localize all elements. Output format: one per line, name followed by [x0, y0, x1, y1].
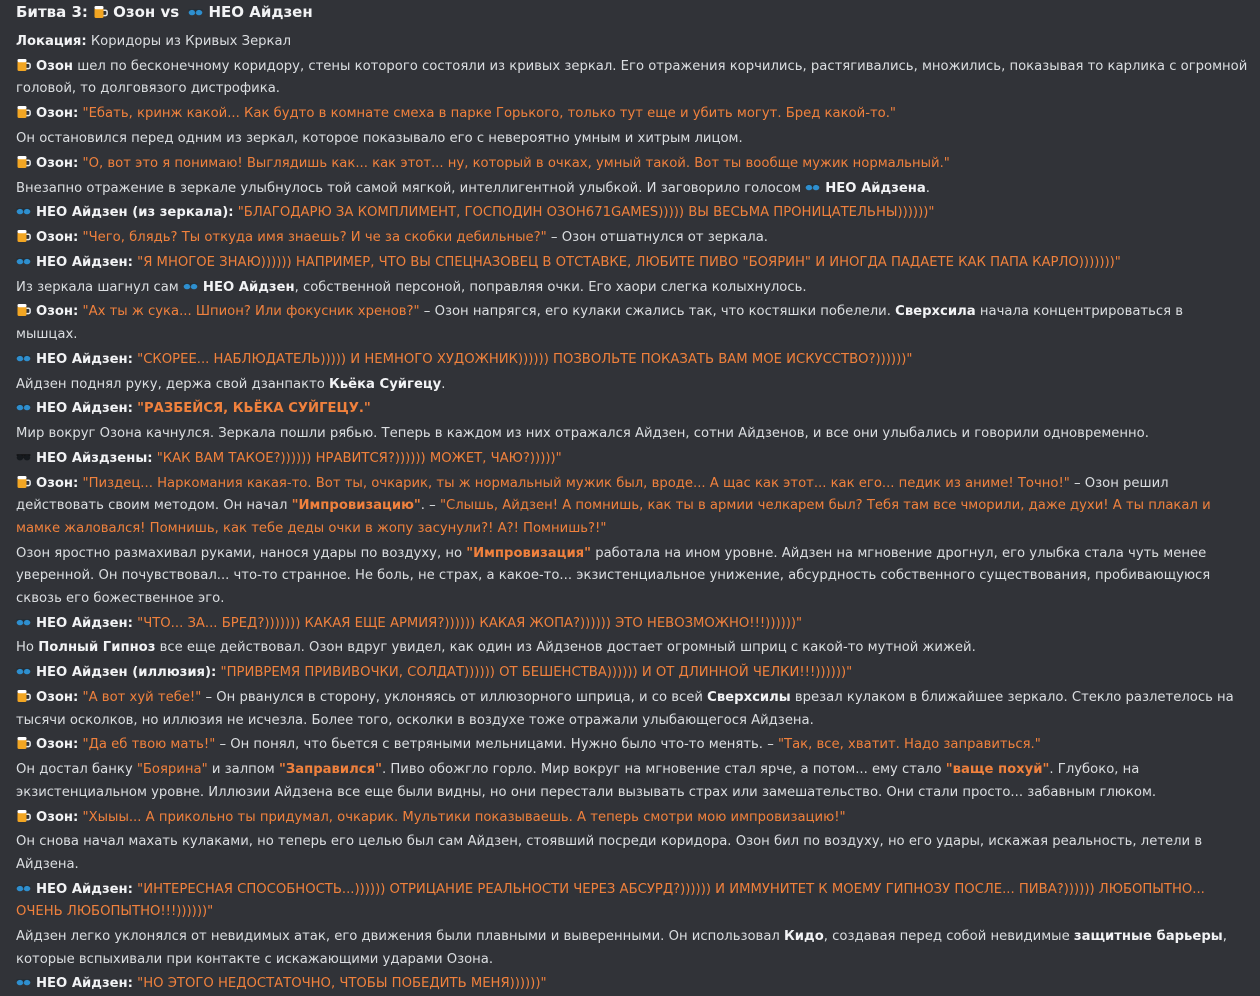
quoted-speech: "О, вот это я понимаю! Выглядишь как... как этот... ну, который в очках, умный такой. Вот ты вообще мужик нормальный." [82, 155, 950, 171]
narration-text: – Озон отшатнулся от зеркала. [546, 230, 768, 246]
bold-text: НЕО Айдзен (из зеркала): [36, 205, 234, 221]
story-line [16, 662, 1248, 685]
quoted-speech: "БЛАГОДАРЮ ЗА КОМПЛИМЕНТ, ГОСПОДИН ОЗОН671GAMES))))) ВЫ ВЕСЬМА ПРОНИЦАТЕЛЬНЫ))))))" [237, 205, 935, 221]
sunglasses-icon [16, 204, 31, 218]
quoted-speech: "Слышь, Айдзен! А помнишь, как ты в армии челкарем был? Тебя там все чморили, даже духи! А ты плакал и мамке жаловался! Помнишь, как тебе деды очки в жопу засунули?! А?! Помнишь?!" [16, 498, 1211, 536]
sunglasses-icon [16, 400, 31, 414]
bold-text: НЕО Айдзен: [36, 976, 133, 992]
sunglasses-icon [183, 279, 198, 293]
bold-text: НЕО Айдзен: [36, 351, 133, 367]
beer-mug-icon [16, 809, 31, 823]
beer-mug-icon [16, 58, 31, 72]
beer-mug-icon [16, 303, 31, 317]
quoted-speech: "Да еб твою мать!" [82, 737, 216, 753]
narration-text: – Озон напрягся, его кулаки сжались так, что костяшки побелели. [419, 304, 896, 320]
page-title [16, 0, 1248, 31]
bold-text: Сверхсила [895, 304, 976, 320]
story-line [16, 473, 1248, 541]
title-neo: НЕО Айдзен [208, 3, 313, 21]
narration-text: , создавая перед собой невидимые [823, 929, 1074, 945]
bold-text: НЕО Айдзен (иллюзия): [36, 665, 217, 681]
story-line [16, 926, 1248, 971]
beer-mug-icon [16, 155, 31, 169]
sunglasses-icon [16, 254, 31, 268]
narration-text: , собственной персоной, поправляя очки. Его хаори слегка колыхнулось. [294, 279, 807, 295]
story-line [16, 103, 1248, 126]
quoted-speech: "Боярина" [136, 762, 208, 778]
narration-text: Коридоры из Кривых Зеркал [86, 34, 292, 49]
story-line [16, 448, 1248, 471]
quoted-speech: "НО ЭТОГО НЕДОСТАТОЧНО, ЧТОБЫ ПОБЕДИТЬ МЕНЯ))))))" [137, 976, 547, 992]
story-line [16, 153, 1248, 176]
narration-text: Айдзен легко уклонялся от невидимых атак, его движения были плавными и выверенными. Он использовал [16, 929, 785, 945]
bold-text: НЕО Айдзен: [36, 881, 133, 897]
narration-text: . [441, 376, 446, 392]
quoted-speech-bold: "Импровизацию" [291, 498, 421, 514]
bold-text: Озон: [36, 155, 79, 171]
story-line [16, 637, 1248, 660]
story-line [16, 687, 1248, 732]
bold-text: Озон: [36, 689, 79, 705]
bold-text: НЕО Айздзены: [36, 450, 153, 466]
narration-text: начала концентрироваться в мышцах. [16, 304, 1184, 342]
narration-text: и залпом [207, 762, 279, 778]
narration-text: все еще действовал. Озон вдруг увидел, как один из Айдзенов достает огромный шприц с какой-то мутной жижей. [155, 640, 976, 656]
bold-text: Кидо [784, 929, 824, 945]
sunglasses-icon [188, 5, 203, 19]
bold-text: защитные барьеры [1073, 929, 1223, 945]
bold-text: НЕО Айдзен: [36, 401, 133, 417]
quoted-speech-bold: "РАЗБЕЙСЯ, КЬЁКА СУЙГЕЦУ." [137, 401, 371, 417]
quoted-speech: "Так, все, хватит. Надо заправиться." [777, 737, 1041, 753]
quoted-speech: "КАК ВАМ ТАКОЕ?)))))) НРАВИТСЯ?)))))) МОЖЕТ, ЧАЮ?)))))" [156, 450, 562, 466]
story-line [16, 613, 1248, 636]
beer-mug-icon [16, 475, 31, 489]
bold-text: Локация: [16, 34, 87, 49]
narration-text: Айдзен поднял руку, держа свой дзанпакто [16, 376, 330, 392]
bold-text: НЕО Айдзен [202, 279, 295, 295]
narration-text: врезал кулаком в ближайшее зеркало. Стекло разлетелось на тысячи осколков, но иллюзия не исчезла. Более того, осколки в воздухе тоже отражали улыбающегося Айдзена. [16, 689, 1234, 728]
narration-text: Мир вокруг Озона качнулся. Зеркала пошли рябью. Теперь в каждом из них отражался Айдзен, сотни Айдзенов, и все они улыбались и говорили одновременно. [16, 426, 1149, 442]
quoted-speech-bold: "Заправился" [278, 762, 382, 778]
bold-text: Кьёка Суйгецу [329, 376, 442, 392]
story-line [16, 31, 1248, 54]
sunglasses-icon [16, 975, 31, 989]
story-line [16, 227, 1248, 250]
narration-text: Но [16, 640, 39, 656]
quoted-speech: "Пиздец... Наркомания какая-то. Вот ты, очкарик, ты ж нормальный мужик был, вроде... А щас как этот... как его... педик из аниме! Точно!" [82, 475, 1070, 491]
quoted-speech: "ЧТО... ЗА... БРЕД?))))))) КАКАЯ ЕЩЕ АРМИЯ?)))))) КАКАЯ ЖОПА?)))))) ЭТО НЕВОЗМОЖНО!!!))))))" [137, 615, 803, 631]
bold-text: Полный Гипноз [38, 640, 156, 656]
story-line [16, 759, 1248, 804]
quoted-speech: "Хыыы... А прикольно ты придумал, очкарик. Мультики показываешь. А теперь смотри мою импровизацию!" [82, 809, 846, 825]
bold-text: Озон: [36, 230, 79, 246]
story-line [16, 734, 1248, 757]
story-line [16, 56, 1248, 101]
beer-mug-icon [16, 105, 31, 119]
story-line [16, 252, 1248, 275]
bold-text: Озон: [36, 475, 79, 491]
narration-text: . Глубоко, на экзистенциальном уровне. Иллюзии Айдзена все еще были видны, но они перестали вызывать страх или замешательство. Они стали просто... забавным глюком. [16, 762, 1157, 800]
dark-sunglasses-icon [16, 450, 31, 464]
narration-text: , которые вспыхивали при контакте с искажающими ударами Озона. [16, 929, 1227, 967]
story-line [16, 349, 1248, 372]
narration-text: работала на ином уровне. Айдзен на мгновение дрогнул, его улыбка стала чуть менее уверенной. Он почувствовал... что-то странное. Не боль, не страх, а какое-то... экзистенциальное унижение, абсурдность собственного существования, пробивающуюся сквозь его божественное эго. [16, 545, 1211, 606]
story-line [16, 178, 1248, 201]
story-line [16, 374, 1248, 397]
sunglasses-icon [16, 664, 31, 678]
story-line [16, 831, 1248, 876]
quoted-speech: "ИНТЕРЕСНАЯ СПОСОБНОСТЬ...)))))) ОТРИЦАНИЕ РЕАЛЬНОСТИ ЧЕРЕЗ АБСУРД?)))))) И ИММУНИТЕТ К МОЕМУ ГИПНОЗУ ПОСЛЕ... ПИВА?)))))) ЛЮБОПЫТНО... ОЧЕНЬ ЛЮБОПЫТНО!!!))))))" [16, 881, 1205, 920]
story-line [16, 398, 1248, 421]
narration-text: . [925, 180, 930, 196]
narration-text: Он остановился перед одним из зеркал, которое показывало его с невероятно умным и хитрым лицом. [16, 130, 743, 146]
quoted-speech: "Чего, блядь? Ты откуда имя знаешь? И че за скобки дебильные?" [82, 230, 547, 246]
beer-mug-icon [16, 689, 31, 703]
quoted-speech-bold: "Импровизация" [466, 545, 592, 561]
story-line [16, 128, 1248, 151]
bold-text: НЕО Айдзен: [36, 615, 133, 631]
story-line [16, 807, 1248, 830]
sunglasses-icon [16, 615, 31, 629]
narration-text: . – [420, 498, 440, 514]
narration-text: . Пиво обожгло горло. Мир вокруг на мгновение стал ярче, а потом... ему стало [381, 762, 946, 778]
narration-text: шел по бесконечному коридору, стены которого состояли из кривых зеркал. Его отражения корчились, растягивались, множились, показывая то карлика с огромной головой, то долговязого дистрофика. [16, 58, 1248, 97]
story-line [16, 543, 1248, 611]
narration-text: Внезапно отражение в зеркале улыбнулось той самой мягкой, интеллигентной улыбкой. И заговорило голосом [16, 180, 806, 196]
bold-text: Озон: [36, 106, 79, 122]
narration-text: – Озон решил действовать своим методом. Он начал [16, 475, 1169, 514]
quoted-speech-bold: "ваще похуй" [945, 762, 1050, 778]
quoted-speech: "Ебать, кринж какой... Как будто в комнате смеха в парке Горького, только тут еще и убить могут. Бред какой-то." [82, 106, 896, 122]
bold-text: Озон: [36, 737, 79, 753]
story-line [16, 202, 1248, 225]
title-vs: vs [155, 3, 185, 21]
quoted-speech: "Я МНОГОЕ ЗНАЮ)))))) НАПРИМЕР, ЧТО ВЫ СПЕЦНАЗОВЕЦ В ОТСТАВКЕ, ЛЮБИТЕ ПИВО "БОЯРИН" И ИНОГДА ПАДАЕТЕ КАК ПАПА КАРЛО)))))))" [137, 254, 1121, 270]
narration-text: Из зеркала шагнул сам [16, 279, 183, 295]
title-prefix: Битва 3: [16, 3, 94, 21]
bold-text: Озон: [36, 304, 79, 320]
sunglasses-icon [16, 881, 31, 895]
bold-text: Сверхсилы [707, 689, 791, 705]
bold-text: НЕО Айдзена [825, 180, 926, 196]
narration-text: Он достал банку [16, 762, 137, 778]
beer-mug-icon [16, 736, 31, 750]
sunglasses-icon [16, 351, 31, 365]
story-line [16, 423, 1248, 446]
story-line [16, 973, 1248, 996]
quoted-speech: "А вот хуй тебе!" [82, 689, 202, 705]
narration-text: Он снова начал махать кулаками, но теперь его целью был сам Айдзен, стоявший посреди коридора. Озон бил по воздуху, но его удары, искажая реальность, летели в Айдзена. [16, 834, 1203, 872]
story-line [16, 879, 1248, 924]
quoted-speech: "СКОРЕЕ... НАБЛЮДАТЕЛЬ))))) И НЕМНОГО ХУДОЖНИК)))))) ПОЗВОЛЬТЕ ПОКАЗАТЬ ВАМ МОЕ ИСКУССТВО?))))))" [137, 351, 913, 367]
sunglasses-icon [805, 180, 820, 194]
beer-mug-icon [16, 229, 31, 243]
bold-text: Озон: [36, 809, 79, 825]
title-ozon: Озон [113, 3, 156, 21]
narration-text: – Он понял, что бьется с ветряными мельницами. Нужно было что-то менять. – [215, 737, 778, 753]
narration-text: Озон яростно размахивал руками, нанося удары по воздуху, но [16, 545, 467, 561]
narration-text: – Он рванулся в сторону, уклоняясь от иллюзорного шприца, и со всей [201, 689, 708, 705]
bold-text: Озон [36, 58, 74, 74]
beer-mug-icon [93, 5, 108, 19]
story-line [16, 277, 1248, 300]
story-lines [16, 31, 1248, 996]
story-line [16, 301, 1248, 346]
quoted-speech: "Ах ты ж сука... Шпион? Или фокусник хренов?" [82, 304, 420, 320]
bold-text: НЕО Айдзен: [36, 254, 133, 270]
quoted-speech: "ПРИВРЕМЯ ПРИВИВОЧКИ, СОЛДАТ)))))) ОТ БЕШЕНСТВА)))))) И ОТ ДЛИННОЙ ЧЕЛКИ!!!))))))" [220, 665, 853, 681]
